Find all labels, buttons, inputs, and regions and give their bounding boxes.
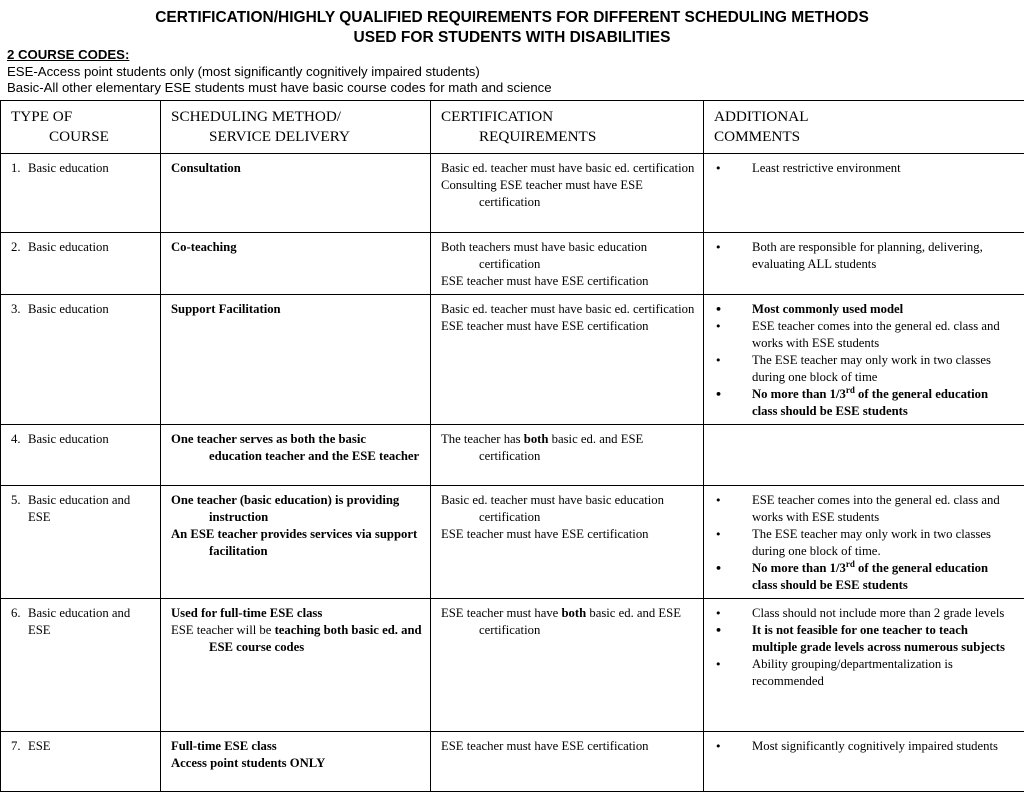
- method-cell: [161, 599, 431, 732]
- course-code-basic: Basic-All other elementary ESE students must have basic course codes for math and science: [7, 80, 1017, 97]
- scheduling-method: Support Facilitation: [171, 302, 281, 316]
- type-cell: [1, 425, 161, 486]
- method-cell: [161, 154, 431, 233]
- scheduling-method: ESE teacher will be teaching both basic ed. and ESE course codes: [171, 622, 422, 656]
- comments-cell: [704, 732, 1024, 792]
- comment-item: • Both are responsible for planning, delivering, evaluating ALL students: [714, 239, 1016, 273]
- comment-item: • Least restrictive environment: [714, 160, 1016, 177]
- cert-cell: [431, 295, 704, 425]
- scheduling-method: Consultation: [171, 161, 241, 175]
- comments-list: [714, 160, 1016, 177]
- course-codes-heading: 2 COURSE CODES:: [7, 47, 1017, 64]
- cert-requirement: ESE teacher must have both basic ed. and ESE certification: [441, 605, 695, 639]
- type-cell: [1, 732, 161, 792]
- cert-requirement: Both teachers must have basic education certification: [441, 239, 695, 273]
- course-type-cont: ESE: [11, 622, 152, 639]
- comments-list: [714, 605, 1016, 690]
- course-type: Basic education: [28, 432, 109, 446]
- scheduling-method: Access point students ONLY: [171, 755, 422, 772]
- scheduling-method: One teacher serves as both the basic education teacher and the ESE teacher: [171, 431, 422, 465]
- course-codes-note: [7, 47, 1017, 97]
- type-cell: [1, 486, 161, 599]
- row-number: 6.: [11, 605, 28, 622]
- cert-requirement: ESE teacher must have ESE certification: [441, 738, 695, 755]
- course-type-cont: ESE: [11, 509, 152, 526]
- method-cell: [161, 486, 431, 599]
- method-cell: [161, 732, 431, 792]
- cert-cell: [431, 233, 704, 295]
- comment-item: • Most significantly cognitively impaired students: [714, 738, 1016, 755]
- course-type: ESE: [28, 739, 51, 753]
- course-type: Basic education: [28, 240, 109, 254]
- comment-item: • Most commonly used model: [714, 301, 1016, 318]
- table-row: [1, 425, 1024, 486]
- comments-cell: [704, 233, 1024, 295]
- table-row: [1, 732, 1024, 792]
- type-cell: [1, 295, 161, 425]
- method-cell: [161, 233, 431, 295]
- cert-requirement: ESE teacher must have ESE certification: [441, 526, 695, 543]
- comment-item: • The ESE teacher may only work in two classes during one block of time.: [714, 526, 1016, 560]
- comments-cell: [704, 599, 1024, 732]
- type-cell: [1, 599, 161, 732]
- cert-cell: [431, 154, 704, 233]
- cert-requirement: Basic ed. teacher must have basic ed. certification: [441, 301, 695, 318]
- cert-requirement: ESE teacher must have ESE certification: [441, 318, 695, 335]
- title-line-1: CERTIFICATION/HIGHLY QUALIFIED REQUIREMENTS FOR DIFFERENT SCHEDULING METHODS: [0, 8, 1024, 28]
- comment-item: • The ESE teacher may only work in two classes during one block of time: [714, 352, 1016, 386]
- row-number: 3.: [11, 301, 28, 318]
- course-type: Basic education: [28, 161, 109, 175]
- header-type-of-course: TYPE OF COURSE: [1, 101, 161, 154]
- type-cell: [1, 233, 161, 295]
- table-row: [1, 599, 1024, 732]
- course-type: Basic education: [28, 302, 109, 316]
- table-header-row: [1, 101, 1024, 154]
- comment-item: • Ability grouping/departmentalization is recommended: [714, 656, 1016, 690]
- row-number: 7.: [11, 738, 28, 755]
- scheduling-method: Used for full-time ESE class: [171, 605, 422, 622]
- scheduling-method: An ESE teacher provides services via support facilitation: [171, 526, 422, 560]
- cert-requirement: Basic ed. teacher must have basic ed. certification: [441, 160, 695, 177]
- document-title: [0, 8, 1024, 48]
- course-type: Basic education and: [28, 606, 130, 620]
- course-type: Basic education and: [28, 493, 130, 507]
- comments-cell: [704, 486, 1024, 599]
- cert-requirement: ESE teacher must have ESE certification: [441, 273, 695, 290]
- method-cell: [161, 295, 431, 425]
- comment-item: • It is not feasible for one teacher to teach multiple grade levels across numerous subjects: [714, 622, 1016, 656]
- comments-list: [714, 738, 1016, 755]
- course-code-ese: ESE-Access point students only (most significantly cognitively impaired students): [7, 64, 1017, 81]
- table-row: [1, 154, 1024, 233]
- title-line-2: USED FOR STUDENTS WITH DISABILITIES: [0, 28, 1024, 48]
- comment-item: • Class should not include more than 2 grade levels: [714, 605, 1016, 622]
- comments-list: [714, 492, 1016, 594]
- cert-requirement: Basic ed. teacher must have basic education certification: [441, 492, 695, 526]
- cert-requirement: Consulting ESE teacher must have ESE certification: [441, 177, 695, 211]
- comments-list: [714, 239, 1016, 273]
- header-additional-comments: ADDITIONAL COMMENTS: [704, 101, 1024, 154]
- comment-item: • No more than 1/3rd of the general education class should be ESE students: [714, 386, 1016, 420]
- table-row: [1, 486, 1024, 599]
- scheduling-method: Full-time ESE class: [171, 738, 422, 755]
- comments-cell: [704, 425, 1024, 486]
- cert-cell: [431, 425, 704, 486]
- table-row: [1, 233, 1024, 295]
- header-certification-requirements: CERTIFICATION REQUIREMENTS: [431, 101, 704, 154]
- header-scheduling-method: SCHEDULING METHOD/ SERVICE DELIVERY: [161, 101, 431, 154]
- row-number: 4.: [11, 431, 28, 448]
- method-cell: [161, 425, 431, 486]
- row-number: 5.: [11, 492, 28, 509]
- requirements-table: [0, 100, 1024, 792]
- row-number: 1.: [11, 160, 28, 177]
- scheduling-method: One teacher (basic education) is providing instruction: [171, 492, 422, 526]
- comments-cell: [704, 154, 1024, 233]
- cert-cell: [431, 732, 704, 792]
- comment-item: • ESE teacher comes into the general ed. class and works with ESE students: [714, 318, 1016, 352]
- comments-list: [714, 301, 1016, 420]
- comments-cell: [704, 295, 1024, 425]
- scheduling-method: Co-teaching: [171, 240, 237, 254]
- row-number: 2.: [11, 239, 28, 256]
- table-row: [1, 295, 1024, 425]
- cert-cell: [431, 599, 704, 732]
- cert-cell: [431, 486, 704, 599]
- cert-requirement: The teacher has both basic ed. and ESE certification: [441, 431, 695, 465]
- comment-item: • No more than 1/3rd of the general education class should be ESE students: [714, 560, 1016, 594]
- type-cell: [1, 154, 161, 233]
- comment-item: • ESE teacher comes into the general ed. class and works with ESE students: [714, 492, 1016, 526]
